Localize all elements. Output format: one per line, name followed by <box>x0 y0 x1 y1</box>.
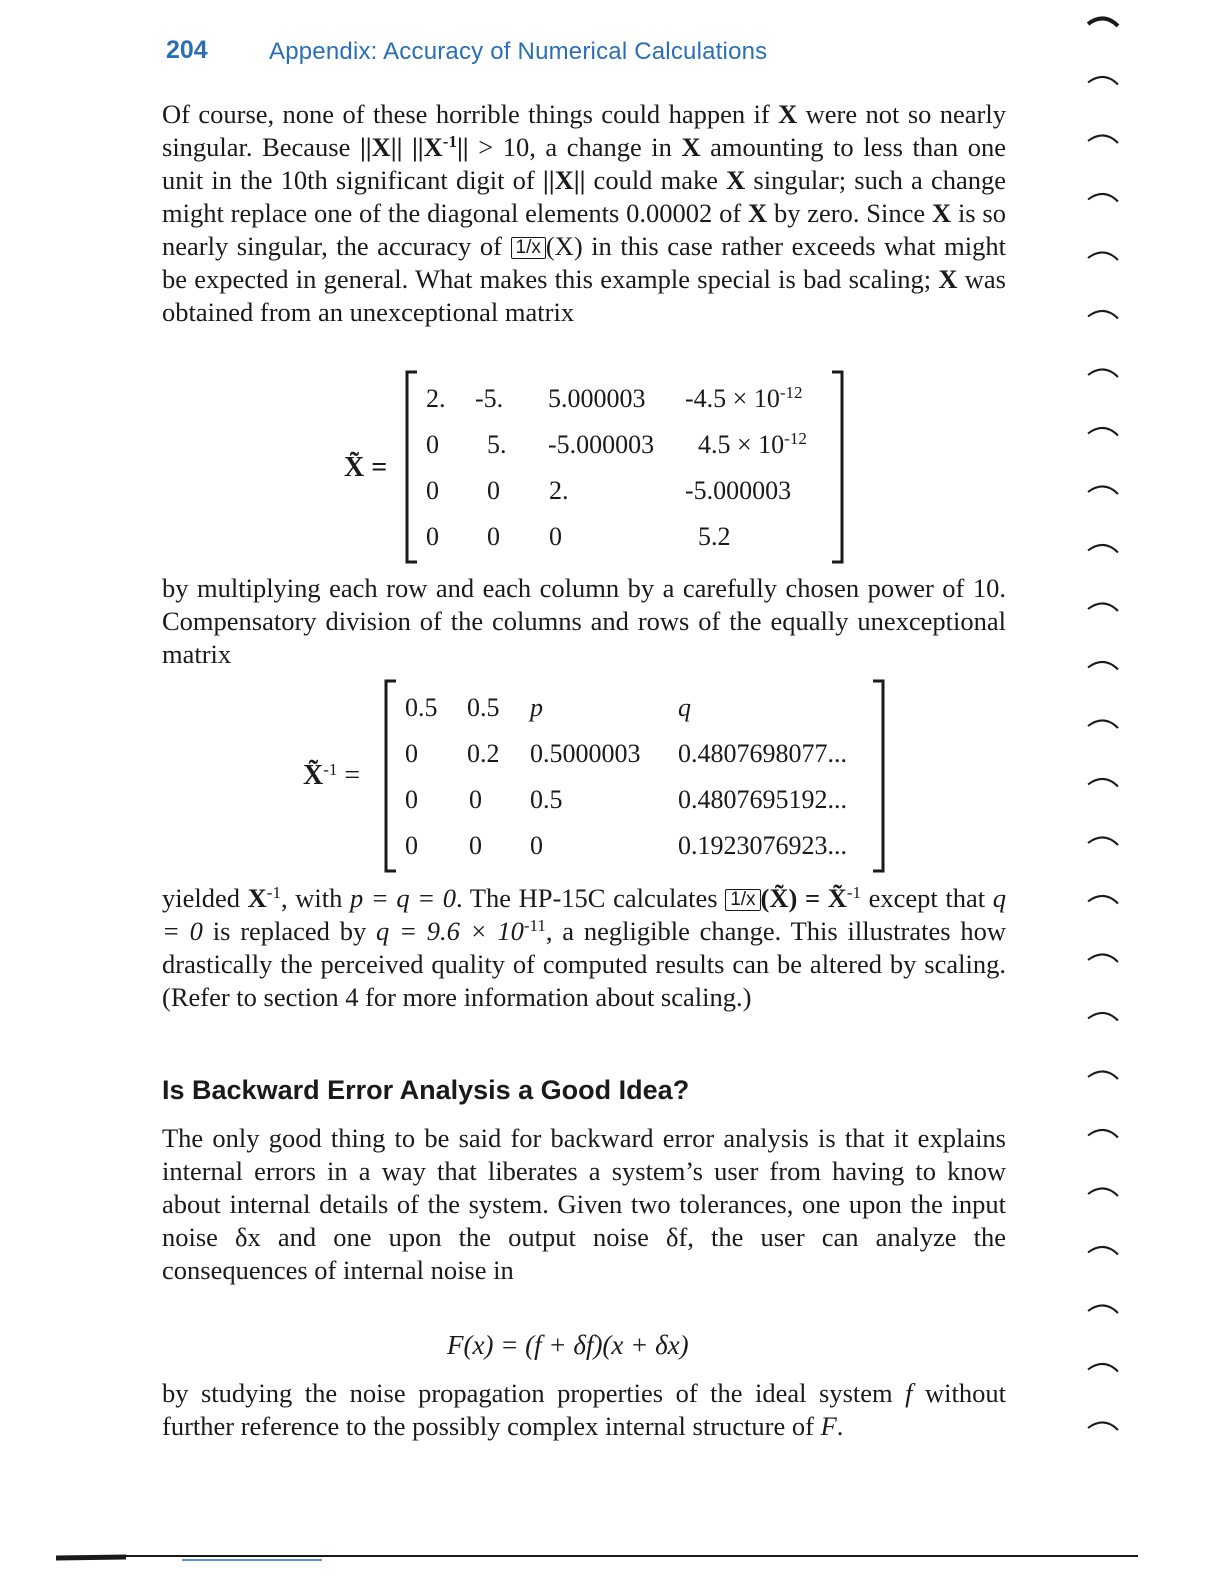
paragraph-4: The only good thing to be said for backward error analysis is that it explains internal errors in a way that liberates a system’s user from having to know about internal details of the system. Given two tolerances, one upon the input noise δx and one upon the output noise δf, the user can analyze the consequences of internal noise in <box>162 1123 1006 1285</box>
matrix-cell: 0 <box>426 430 439 459</box>
matrix-cell: 0 <box>426 476 439 505</box>
matrix-cell: 0 <box>530 831 543 860</box>
matrix-cell: 5. <box>487 430 507 459</box>
matrix-cell: 0 <box>405 785 418 814</box>
matrix-2-right-bracket <box>871 679 887 873</box>
matrix-cell: 0.1923076923... <box>678 831 847 860</box>
matrix-cell: q <box>678 693 691 722</box>
matrix-cell: $-4.5 \times 10^{-12}$ <box>685 383 803 413</box>
bottom-rule <box>56 1552 1138 1562</box>
paragraph-1: Of course, none of these horrible things could happen if X were not so nearly singular. Because ||X|| $||X^{-1}|| > 10$, a change in X amounting to less than one unit in the 10th significant digit of ||X|| could make X singular; such a change might replace one of the diagonal elements 0.00002 of X by zero. Since X is so nearly singular, the accuracy of 1/x (X) in this case rather exceeds what might be expected in general. What makes this example special is bad scaling; X was obtained from an unexceptional matrix <box>162 99 1006 327</box>
running-head: Appendix: Accuracy of Numerical Calculations <box>269 38 768 65</box>
matrix-cell: 5.000003 <box>548 384 646 413</box>
matrix-cell: 0 <box>487 476 500 505</box>
matrix-cell: 0 <box>405 831 418 860</box>
matrix-cell: 0 <box>487 522 500 551</box>
matrix-1-left-bracket <box>403 370 419 564</box>
paragraph-3: yielded $X^{-1}$, with p = q = 0. The HP-15C calculates 1/x (X̃) = X̃$^{-1}$ except that q = 0 is replaced by $q = 9.6 \times 10^{-11}$, a negligible change. This illustrates how drastically the perceived quality of computed results can be altered by scaling. (Refer to section 4 for more information about scaling.) <box>162 883 1007 1012</box>
matrix-cell: 0 <box>469 831 482 860</box>
paragraph-5: by studying the noise propagation properties of the ideal system f without further reference to the possibly complex internal structure of F. <box>162 1378 1006 1441</box>
display-formula: F(x) = (f + δf)(x + δx) <box>447 1330 689 1360</box>
matrix-cell: 5.2 <box>698 522 731 551</box>
matrix-cell: 2. <box>426 384 446 413</box>
matrix-cell: 0 <box>405 739 418 768</box>
section-heading: Is Backward Error Analysis a Good Idea? <box>162 1075 690 1105</box>
matrix-cell: 0 <box>469 785 482 814</box>
matrix-2-label: X̃$^{-1}$ = <box>303 760 361 791</box>
matrix-cell: 0.2 <box>467 739 500 768</box>
matrix-1-right-bracket <box>830 370 846 564</box>
matrix-cell: 0.5 <box>530 785 563 814</box>
reciprocal-key: 1/x <box>725 889 760 911</box>
matrix-cell: -5. <box>475 384 504 413</box>
matrix-cell: $4.5 \times 10^{-12}$ <box>698 429 807 459</box>
reciprocal-key: 1/x <box>511 237 546 259</box>
spiral-binding <box>1082 0 1152 1584</box>
matrix-cell: 0.4807698077... <box>678 739 847 768</box>
matrix-cell: 0.5 <box>405 693 438 722</box>
matrix-cell: -5.000003 <box>548 430 655 459</box>
matrix-1-label: X̃ = <box>344 452 388 483</box>
page-number: 204 <box>166 36 208 64</box>
matrix-2-left-bracket <box>382 679 398 873</box>
matrix-cell: 2. <box>549 476 569 505</box>
matrix-cell: 0 <box>549 522 562 551</box>
matrix-cell: 0.5 <box>467 693 500 722</box>
paragraph-2: by multiplying each row and each column by a carefully chosen power of 10. Compensatory division of the columns and rows of the equally unexceptional matrix <box>162 573 1006 669</box>
matrix-cell: -5.000003 <box>685 476 792 505</box>
matrix-cell: 0 <box>426 522 439 551</box>
matrix-cell: 0.4807695192... <box>678 785 847 814</box>
matrix-cell: 0.5000003 <box>530 739 641 768</box>
matrix-cell: p <box>530 693 543 722</box>
